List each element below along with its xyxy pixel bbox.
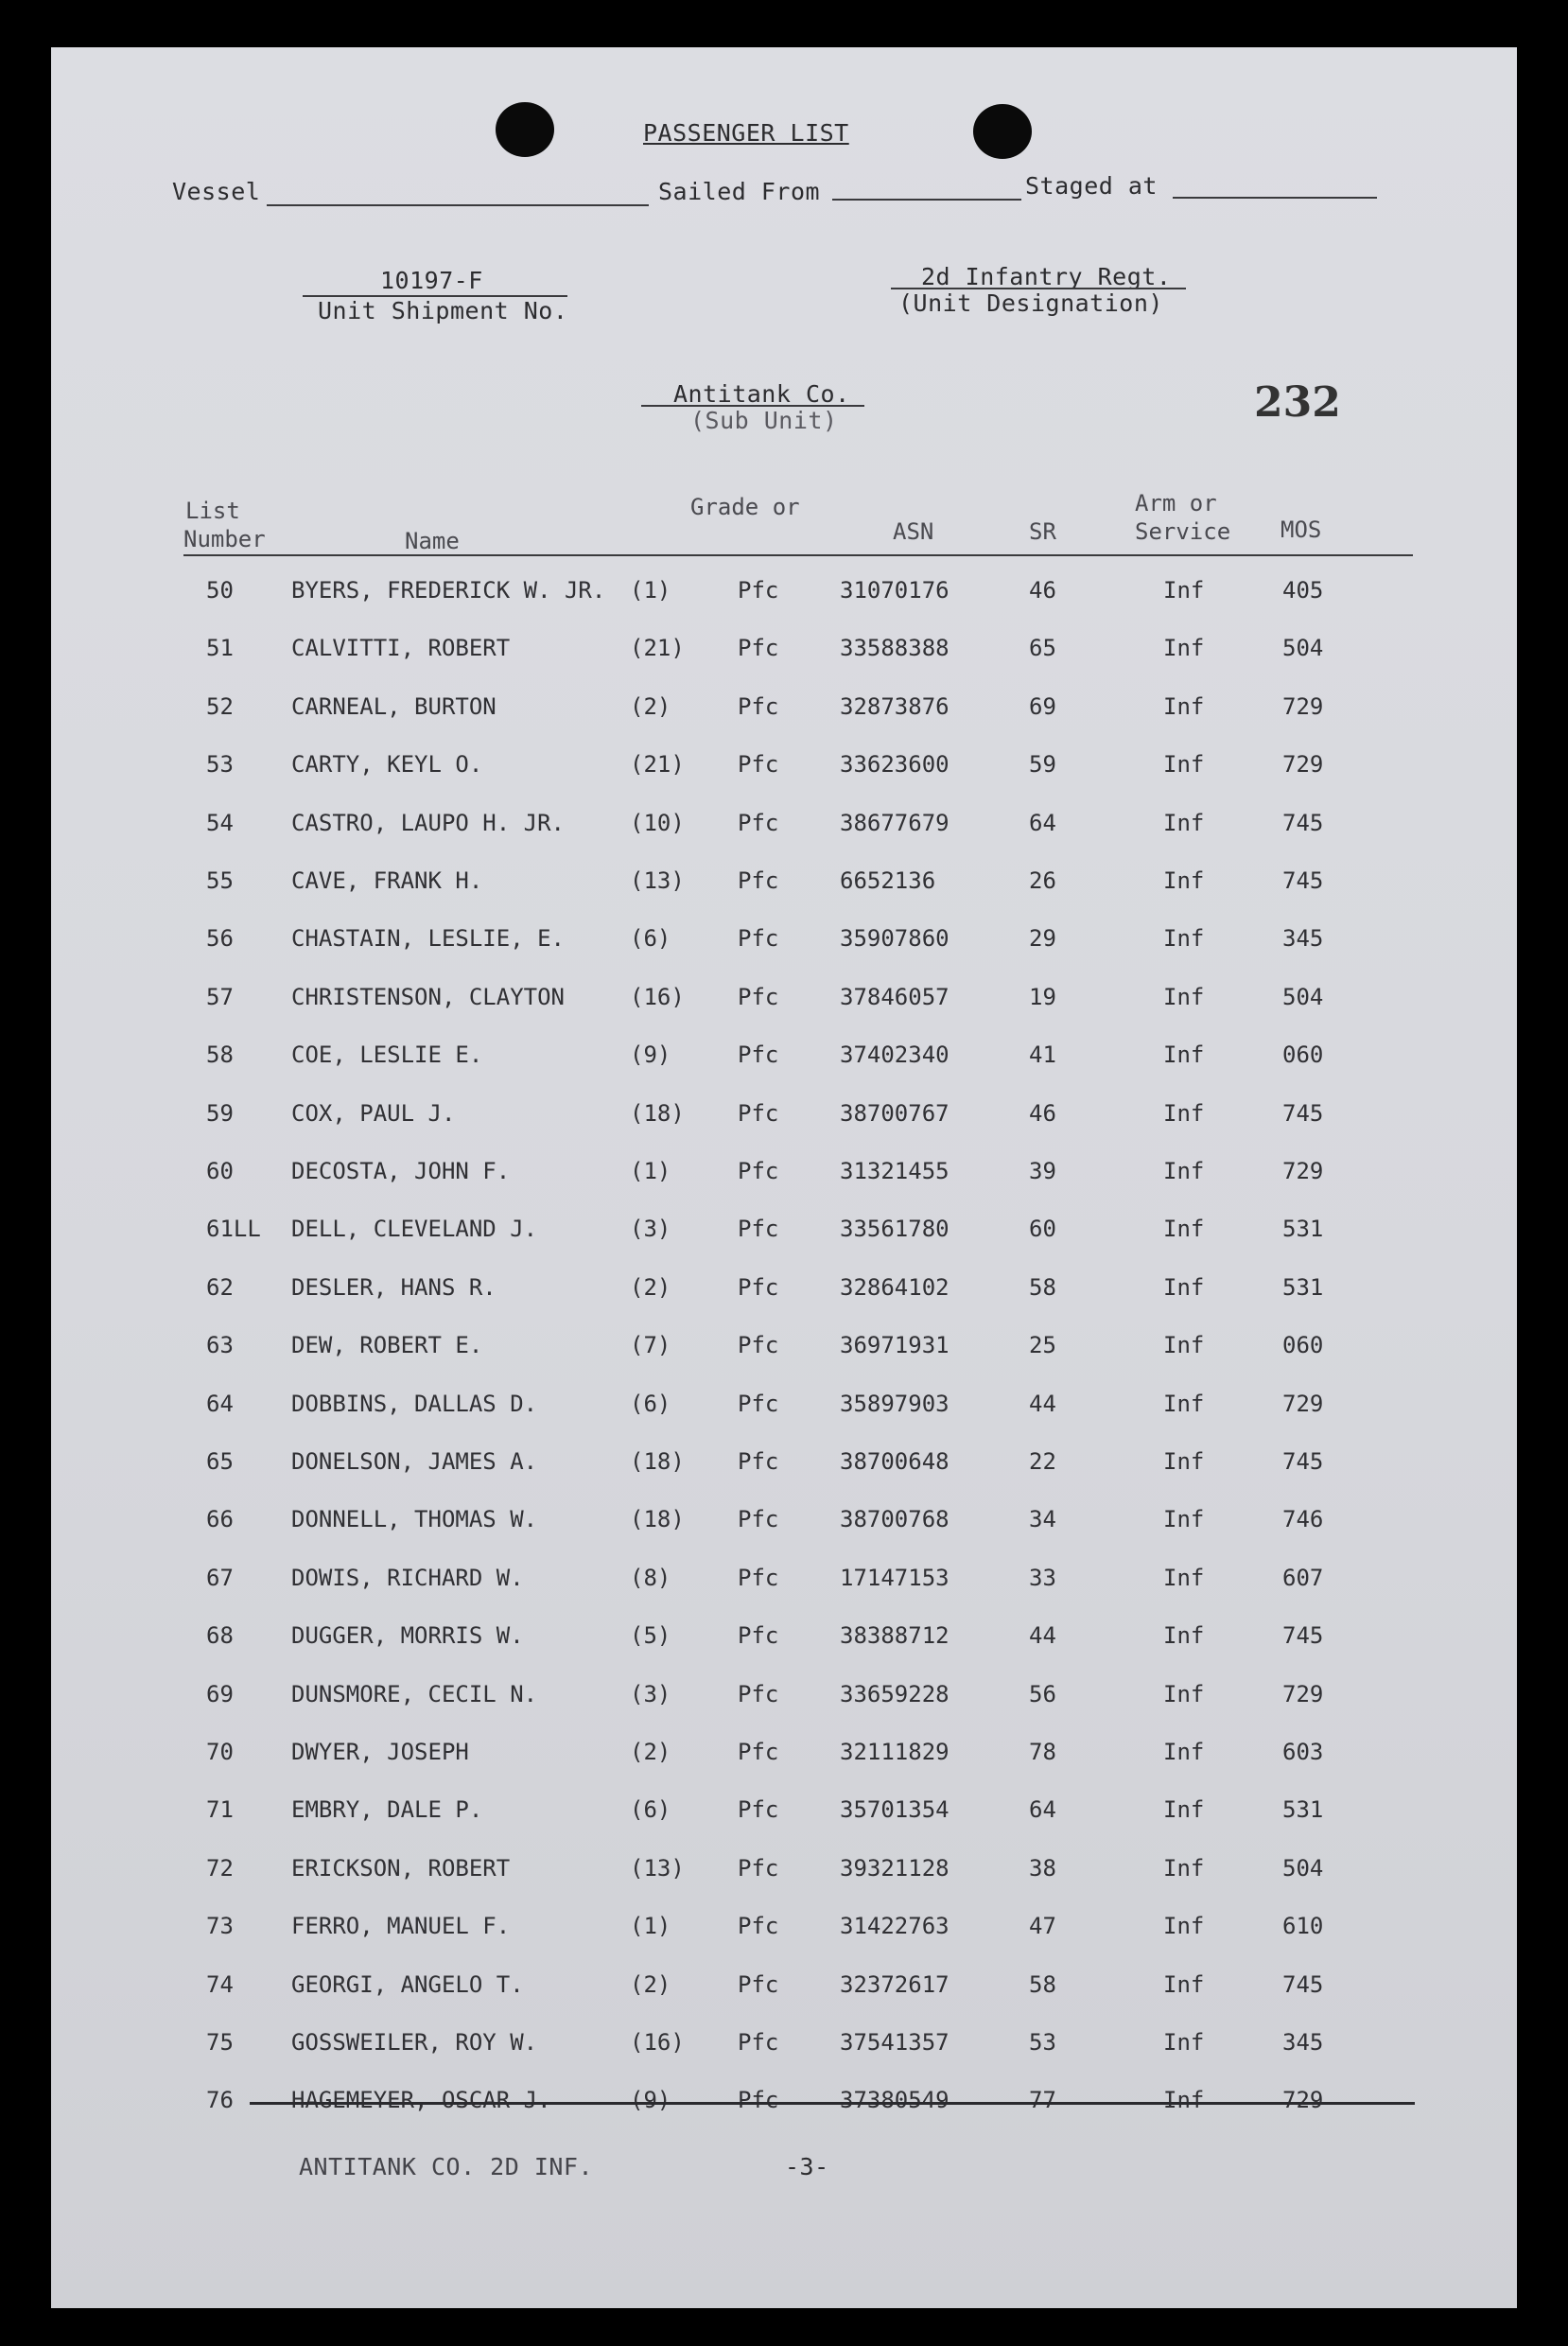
arm-or-service-cell: Inf <box>1163 1158 1205 1184</box>
arm-or-service-cell: Inf <box>1163 983 1205 1010</box>
mos-cell: 729 <box>1282 1158 1324 1184</box>
list-number-cell: 58 <box>206 1042 234 1069</box>
list-number-cell: 55 <box>206 867 234 894</box>
column-header-name: Name <box>405 528 460 554</box>
passenger-name-cell: CHRISTENSON, CLAYTON <box>291 983 565 1010</box>
arm-or-service-cell: Inf <box>1163 692 1205 720</box>
mos-cell: 729 <box>1282 2087 1324 2114</box>
code-cell: (13) <box>630 1854 685 1882</box>
asn-cell: 37541357 <box>840 2029 950 2056</box>
passenger-name-cell: DUGGER, MORRIS W. <box>291 1622 524 1650</box>
asn-cell: 33561780 <box>840 1216 950 1243</box>
grade-cell: Pfc <box>738 1448 779 1475</box>
code-cell: (6) <box>630 925 671 953</box>
asn-cell: 38700768 <box>840 1506 950 1533</box>
table-row <box>51 1681 1517 1719</box>
sr-cell: 65 <box>1029 635 1056 662</box>
table-row <box>51 1391 1517 1428</box>
list-number-cell: 72 <box>206 1854 234 1882</box>
table-row <box>51 867 1517 905</box>
mos-cell: 729 <box>1282 1680 1324 1707</box>
table-row <box>51 2087 1517 2125</box>
code-cell: (2) <box>630 1273 671 1301</box>
list-number-cell: 66 <box>206 1506 234 1533</box>
grade-cell: Pfc <box>738 1099 779 1127</box>
passenger-name-cell: DEW, ROBERT E. <box>291 1332 483 1359</box>
arm-or-service-cell: Inf <box>1163 2029 1205 2056</box>
mos-cell: 745 <box>1282 1099 1324 1127</box>
code-cell: (18) <box>630 1448 685 1475</box>
passenger-name-cell: CARNEAL, BURTON <box>291 692 497 720</box>
list-number-cell: 68 <box>206 1622 234 1650</box>
code-cell: (1) <box>630 1913 671 1940</box>
grade-cell: Pfc <box>738 1273 779 1301</box>
code-cell: (9) <box>630 2087 671 2114</box>
sr-cell: 64 <box>1029 1796 1056 1824</box>
grade-cell: Pfc <box>738 1564 779 1591</box>
passenger-name-cell: GOSSWEILER, ROY W. <box>291 2029 538 2056</box>
list-number-cell: 51 <box>206 635 234 662</box>
asn-cell: 33623600 <box>840 751 950 779</box>
grade-cell: Pfc <box>738 1680 779 1707</box>
list-number-cell: 63 <box>206 1332 234 1359</box>
asn-cell: 35907860 <box>840 925 950 953</box>
list-number-cell: 59 <box>206 1099 234 1127</box>
table-row <box>51 577 1517 615</box>
sr-cell: 53 <box>1029 2029 1056 2056</box>
unit-shipment-number: 10197-F <box>380 267 483 294</box>
code-cell: (3) <box>630 1680 671 1707</box>
arm-or-service-cell: Inf <box>1163 867 1205 894</box>
passenger-name-cell: CAVE, FRANK H. <box>291 867 483 894</box>
code-cell: (10) <box>630 809 685 836</box>
vessel-label: Vessel <box>172 178 261 205</box>
grade-cell: Pfc <box>738 1158 779 1184</box>
passenger-name-cell: HAGEMEYER, OSCAR J. <box>291 2087 551 2114</box>
table-row <box>51 2029 1517 2067</box>
sr-cell: 58 <box>1029 1273 1056 1301</box>
asn-cell: 32864102 <box>840 1273 950 1301</box>
code-cell: (7) <box>630 1332 671 1359</box>
sr-cell: 34 <box>1029 1506 1056 1533</box>
sr-cell: 58 <box>1029 1970 1056 1998</box>
sr-cell: 64 <box>1029 809 1056 836</box>
mos-cell: 729 <box>1282 1390 1324 1417</box>
table-row <box>51 984 1517 1022</box>
vessel-blank <box>267 204 649 206</box>
arm-or-service-cell: Inf <box>1163 1564 1205 1591</box>
grade-cell: Pfc <box>738 1854 779 1882</box>
code-cell: (9) <box>630 1042 671 1069</box>
passenger-name-cell: CALVITTI, ROBERT <box>291 635 511 662</box>
code-cell: (16) <box>630 2029 685 2056</box>
unit-designation: 2d Infantry Regt. <box>921 263 1172 290</box>
table-row <box>51 751 1517 789</box>
mos-cell: 504 <box>1282 635 1324 662</box>
asn-cell: 36971931 <box>840 1332 950 1359</box>
arm-or-service-cell: Inf <box>1163 1448 1205 1475</box>
arm-or-service-cell: Inf <box>1163 1332 1205 1359</box>
asn-cell: 38700648 <box>840 1448 950 1475</box>
table-row <box>51 1216 1517 1253</box>
asn-cell: 33588388 <box>840 635 950 662</box>
passenger-name-cell: ERICKSON, ROBERT <box>291 1854 511 1882</box>
grade-cell: Pfc <box>738 809 779 836</box>
code-cell: (21) <box>630 635 685 662</box>
sr-cell: 44 <box>1029 1622 1056 1650</box>
arm-or-service-cell: Inf <box>1163 577 1205 604</box>
mos-cell: 610 <box>1282 1913 1324 1940</box>
sr-cell: 56 <box>1029 1680 1056 1707</box>
sailed-from-label: Sailed From <box>658 178 821 205</box>
passenger-name-cell: DESLER, HANS R. <box>291 1273 497 1301</box>
column-header-service: Service <box>1135 518 1231 545</box>
list-number-cell: 76 <box>206 2087 234 2114</box>
mos-cell: 745 <box>1282 1970 1324 1998</box>
table-row <box>51 1796 1517 1834</box>
code-cell: (16) <box>630 983 685 1010</box>
sr-cell: 60 <box>1029 1216 1056 1243</box>
asn-cell: 38700767 <box>840 1099 950 1127</box>
grade-cell: Pfc <box>738 983 779 1010</box>
sr-cell: 26 <box>1029 867 1056 894</box>
list-number-cell: 54 <box>206 809 234 836</box>
asn-cell: 39321128 <box>840 1854 950 1882</box>
code-cell: (2) <box>630 1739 671 1765</box>
passenger-name-cell: DOBBINS, DALLAS D. <box>291 1390 538 1417</box>
arm-or-service-cell: Inf <box>1163 1970 1205 1998</box>
passenger-name-cell: CASTRO, LAUPO H. JR. <box>291 809 565 836</box>
list-number-cell: 61LL <box>206 1216 261 1243</box>
table-row <box>51 1622 1517 1660</box>
table-row <box>51 1158 1517 1196</box>
column-header-number: Number <box>183 526 266 552</box>
sr-cell: 47 <box>1029 1913 1056 1940</box>
mos-cell: 745 <box>1282 867 1324 894</box>
mos-cell: 745 <box>1282 809 1324 836</box>
mos-cell: 531 <box>1282 1796 1324 1824</box>
unit-designation-caption: (Unit Designation) <box>898 289 1163 317</box>
sailed-from-blank <box>832 199 1021 201</box>
asn-cell: 33659228 <box>840 1680 950 1707</box>
mos-cell: 603 <box>1282 1739 1324 1765</box>
asn-cell: 32873876 <box>840 692 950 720</box>
arm-or-service-cell: Inf <box>1163 1099 1205 1127</box>
grade-cell: Pfc <box>738 1622 779 1650</box>
column-header-rule <box>183 554 1413 556</box>
table-row <box>51 1971 1517 2009</box>
list-number-cell: 57 <box>206 983 234 1010</box>
arm-or-service-cell: Inf <box>1163 1854 1205 1882</box>
code-cell: (8) <box>630 1564 671 1591</box>
column-header-sr: SR <box>1029 518 1056 545</box>
mos-cell: 345 <box>1282 2029 1324 2056</box>
passenger-name-cell: DELL, CLEVELAND J. <box>291 1216 538 1243</box>
passenger-name-cell: DOWIS, RICHARD W. <box>291 1564 524 1591</box>
mos-cell: 060 <box>1282 1332 1324 1359</box>
mos-cell: 607 <box>1282 1564 1324 1591</box>
table-row <box>51 1332 1517 1370</box>
column-header-mos: MOS <box>1281 516 1322 543</box>
arm-or-service-cell: Inf <box>1163 925 1205 953</box>
table-row <box>51 810 1517 848</box>
sr-cell: 25 <box>1029 1332 1056 1359</box>
grade-cell: Pfc <box>738 2029 779 2056</box>
grade-cell: Pfc <box>738 925 779 953</box>
sr-cell: 22 <box>1029 1448 1056 1475</box>
table-row <box>51 925 1517 963</box>
mos-cell: 745 <box>1282 1622 1324 1650</box>
unit-shipment-caption: Unit Shipment No. <box>318 297 568 324</box>
passenger-name-cell: DONNELL, THOMAS W. <box>291 1506 538 1533</box>
arm-or-service-cell: Inf <box>1163 2087 1205 2114</box>
arm-or-service-cell: Inf <box>1163 751 1205 779</box>
code-cell: (21) <box>630 751 685 779</box>
passenger-name-cell: GEORGI, ANGELO T. <box>291 1970 524 1998</box>
sr-cell: 46 <box>1029 1099 1056 1127</box>
list-number-cell: 74 <box>206 1970 234 1998</box>
grade-cell: Pfc <box>738 1042 779 1069</box>
table-row <box>51 1448 1517 1486</box>
sr-cell: 29 <box>1029 925 1056 953</box>
list-number-cell: 69 <box>206 1680 234 1707</box>
list-number-cell: 75 <box>206 2029 234 2056</box>
asn-cell: 37846057 <box>840 983 950 1010</box>
mos-cell: 504 <box>1282 1854 1324 1882</box>
list-number-cell: 71 <box>206 1796 234 1824</box>
arm-or-service-cell: Inf <box>1163 1216 1205 1243</box>
list-number-cell: 65 <box>206 1448 234 1475</box>
grade-cell: Pfc <box>738 1332 779 1359</box>
list-number-cell: 56 <box>206 925 234 953</box>
column-header-list: List <box>185 498 240 524</box>
arm-or-service-cell: Inf <box>1163 1913 1205 1940</box>
footer-page-number: -3- <box>785 2153 829 2180</box>
asn-cell: 31422763 <box>840 1913 950 1940</box>
table-row <box>51 1913 1517 1951</box>
punch-hole-left <box>496 102 554 157</box>
arm-or-service-cell: Inf <box>1163 1622 1205 1650</box>
mos-cell: 746 <box>1282 1506 1324 1533</box>
sr-cell: 44 <box>1029 1390 1056 1417</box>
grade-cell: Pfc <box>738 1739 779 1765</box>
passenger-name-cell: COE, LESLIE E. <box>291 1042 483 1069</box>
passenger-name-cell: FERRO, MANUEL F. <box>291 1913 511 1940</box>
grade-cell: Pfc <box>738 635 779 662</box>
staged-at-blank <box>1173 197 1377 199</box>
sr-cell: 78 <box>1029 1739 1056 1765</box>
list-number-cell: 62 <box>206 1273 234 1301</box>
page-stamp-number: 232 <box>1254 378 1341 427</box>
list-number-cell: 73 <box>206 1913 234 1940</box>
passenger-name-cell: DONELSON, JAMES A. <box>291 1448 538 1475</box>
staged-at-label: Staged at <box>1025 172 1158 200</box>
asn-cell: 32372617 <box>840 1970 950 1998</box>
grade-cell: Pfc <box>738 2087 779 2114</box>
grade-cell: Pfc <box>738 1913 779 1940</box>
asn-cell: 35701354 <box>840 1796 950 1824</box>
arm-or-service-cell: Inf <box>1163 1042 1205 1069</box>
code-cell: (13) <box>630 867 685 894</box>
arm-or-service-cell: Inf <box>1163 1273 1205 1301</box>
asn-cell: 31070176 <box>840 577 950 604</box>
table-row <box>51 1506 1517 1544</box>
code-cell: (2) <box>630 1970 671 1998</box>
table-row <box>51 635 1517 673</box>
arm-or-service-cell: Inf <box>1163 1739 1205 1765</box>
asn-cell: 32111829 <box>840 1739 950 1765</box>
grade-cell: Pfc <box>738 867 779 894</box>
list-number-cell: 50 <box>206 577 234 604</box>
code-cell: (1) <box>630 577 671 604</box>
arm-or-service-cell: Inf <box>1163 1796 1205 1824</box>
punch-hole-right <box>973 104 1032 159</box>
column-header-arm: Arm or <box>1135 490 1217 516</box>
asn-cell: 17147153 <box>840 1564 950 1591</box>
code-cell: (6) <box>630 1796 671 1824</box>
strikethrough-line <box>250 2102 1415 2105</box>
arm-or-service-cell: Inf <box>1163 1506 1205 1533</box>
sr-cell: 33 <box>1029 1564 1056 1591</box>
mos-cell: 745 <box>1282 1448 1324 1475</box>
arm-or-service-cell: Inf <box>1163 1390 1205 1417</box>
list-number-cell: 53 <box>206 751 234 779</box>
sr-cell: 46 <box>1029 577 1056 604</box>
arm-or-service-cell: Inf <box>1163 635 1205 662</box>
mos-cell: 729 <box>1282 751 1324 779</box>
grade-cell: Pfc <box>738 1216 779 1243</box>
code-cell: (6) <box>630 1390 671 1417</box>
code-cell: (1) <box>630 1158 671 1184</box>
grade-cell: Pfc <box>738 1970 779 1998</box>
list-number-cell: 64 <box>206 1390 234 1417</box>
sr-cell: 39 <box>1029 1158 1056 1184</box>
table-row <box>51 1855 1517 1893</box>
arm-or-service-cell: Inf <box>1163 1680 1205 1707</box>
passenger-name-cell: DUNSMORE, CECIL N. <box>291 1680 538 1707</box>
asn-cell: 35897903 <box>840 1390 950 1417</box>
passenger-name-cell: CARTY, KEYL O. <box>291 751 483 779</box>
grade-cell: Pfc <box>738 577 779 604</box>
asn-cell: 38388712 <box>840 1622 950 1650</box>
column-header-grade: Grade or <box>690 494 800 520</box>
table-row <box>51 1739 1517 1777</box>
passenger-name-cell: CHASTAIN, LESLIE, E. <box>291 925 565 953</box>
table-row <box>51 693 1517 731</box>
list-number-cell: 52 <box>206 692 234 720</box>
mos-cell: 531 <box>1282 1273 1324 1301</box>
sr-cell: 69 <box>1029 692 1056 720</box>
mos-cell: 729 <box>1282 692 1324 720</box>
grade-cell: Pfc <box>738 1390 779 1417</box>
grade-cell: Pfc <box>738 1796 779 1824</box>
sub-unit-caption: (Sub Unit) <box>690 407 838 434</box>
grade-cell: Pfc <box>738 692 779 720</box>
passenger-name-cell: EMBRY, DALE P. <box>291 1796 483 1824</box>
asn-cell: 31321455 <box>840 1158 950 1184</box>
table-row <box>51 1042 1517 1079</box>
mos-cell: 060 <box>1282 1042 1324 1069</box>
sr-cell: 41 <box>1029 1042 1056 1069</box>
code-cell: (3) <box>630 1216 671 1243</box>
page-title: PASSENGER LIST <box>643 119 849 147</box>
code-cell: (5) <box>630 1622 671 1650</box>
mos-cell: 345 <box>1282 925 1324 953</box>
asn-cell: 6652136 <box>840 867 936 894</box>
grade-cell: Pfc <box>738 1506 779 1533</box>
mos-cell: 504 <box>1282 983 1324 1010</box>
passenger-name-cell: DWYER, JOSEPH <box>291 1739 469 1765</box>
asn-cell: 38677679 <box>840 809 950 836</box>
mos-cell: 531 <box>1282 1216 1324 1243</box>
footer-unit: ANTITANK CO. 2D INF. <box>299 2153 594 2180</box>
list-number-cell: 67 <box>206 1564 234 1591</box>
code-cell: (18) <box>630 1099 685 1127</box>
arm-or-service-cell: Inf <box>1163 809 1205 836</box>
table-row <box>51 1565 1517 1602</box>
asn-cell: 37380549 <box>840 2087 950 2114</box>
list-number-cell: 70 <box>206 1739 234 1765</box>
sr-cell: 59 <box>1029 751 1056 779</box>
code-cell: (2) <box>630 692 671 720</box>
sub-unit: Antitank Co. <box>673 380 850 408</box>
document-page <box>51 47 1517 2308</box>
column-header-asn: ASN <box>893 518 934 545</box>
mos-cell: 405 <box>1282 577 1324 604</box>
sr-cell: 38 <box>1029 1854 1056 1882</box>
passenger-name-cell: COX, PAUL J. <box>291 1099 456 1127</box>
passenger-name-cell: BYERS, FREDERICK W. JR. <box>291 577 606 604</box>
passenger-name-cell: DECOSTA, JOHN F. <box>291 1158 511 1184</box>
sr-cell: 77 <box>1029 2087 1056 2114</box>
table-row <box>51 1274 1517 1312</box>
asn-cell: 37402340 <box>840 1042 950 1069</box>
sr-cell: 19 <box>1029 983 1056 1010</box>
grade-cell: Pfc <box>738 751 779 779</box>
table-row <box>51 1100 1517 1138</box>
list-number-cell: 60 <box>206 1158 234 1184</box>
code-cell: (18) <box>630 1506 685 1533</box>
